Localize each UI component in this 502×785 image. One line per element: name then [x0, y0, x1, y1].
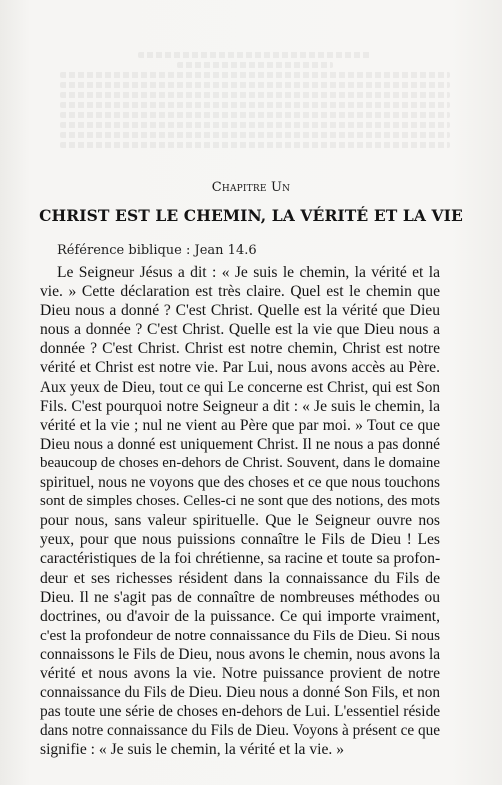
- body-line: connaissons le Fils de Dieu, nous avons le chemin, nous avons la: [40, 645, 441, 663]
- body-line: Dieu. Il ne s'agit pas de connaître de nombreuses méthodes ou: [40, 588, 440, 606]
- body-line: nous a donnée ? C'est Christ. Quelle est la vie que Dieu nous a: [40, 321, 440, 339]
- bible-reference: Référence biblique : Jean 14.6: [57, 243, 257, 258]
- body-line: signifie : « Je suis le chemin, la vérité et la vie. »: [40, 741, 344, 759]
- body-line: caractéristiques de la foi chrétienne, sa racine et toute sa profon-: [40, 550, 441, 568]
- body-line: spirituel, nous ne voyons que des choses et ce que nous touchons: [40, 474, 440, 492]
- body-line: Dieu nous a donné est uniquement Christ. Il ne nous a pas donné: [40, 435, 441, 453]
- body-line: vérité et nous avons la vie. Notre puissance provient de notre: [40, 664, 440, 682]
- body-line: yeux, pour que nous puissions connaître le Fils de Dieu ! Les: [40, 531, 440, 549]
- body-line: doctrines, ou d'avoir de la puissance. Ce qui importe vraiment,: [40, 607, 440, 625]
- body-line: deur et ses richesses résident dans la connaissance du Fils de: [40, 569, 440, 587]
- show-through-text: [60, 52, 450, 162]
- body-line: donnée ? C'est Christ. Christ est notre chemin, Christ est notre: [40, 340, 440, 358]
- body-line: Aux yeux de Dieu, tout ce qui Le concerne est Christ, qui est Son: [40, 378, 440, 396]
- body-line: c'est la profondeur de notre connaissance du Fils de Dieu. Si nous: [40, 626, 441, 644]
- body-line: beaucoup de choses en-dehors de Christ. Souvent, dans le domaine: [40, 454, 440, 471]
- body-line: Fils. C'est pourquoi notre Seigneur a dit : « Je suis le chemin, la: [40, 397, 440, 415]
- chapter-title: CHRIST EST LE CHEMIN, LA VÉRITÉ ET LA VIE: [39, 206, 463, 225]
- chapter-label: Chapitre Un: [211, 180, 291, 195]
- body-line: vie. » Cette déclaration est très claire. Quel est le chemin que: [40, 283, 440, 301]
- body-line: Dieu nous a donné ? C'est Christ. Quelle est la vérité que Dieu: [40, 302, 440, 320]
- body-line: dans notre connaissance du Fils de Dieu. Voyons à présent ce que: [40, 722, 441, 740]
- body-line: vérité et Christ est notre vie. Par Lui, nous avons accès au Père.: [40, 359, 440, 377]
- body-line: vérité et la vie ; nul ne vient au Père que par moi. » Tout ce que: [40, 416, 440, 434]
- body-line: sont de simples choses. Celles-ci ne sont que des notions, des mots: [40, 493, 440, 510]
- body-line: pas toute une série de choses en-dehors de Lui. L'essentiel réside: [40, 703, 441, 721]
- body-line: Le Seigneur Jésus a dit : « Je suis le chemin, la vérité et la: [57, 264, 440, 281]
- body-line: pour nous, sans valeur spirituelle. Que le Seigneur ouvre nos: [40, 512, 440, 530]
- body-line: connaissance du Fils de Dieu. Dieu nous a donné Son Fils, et non: [40, 684, 440, 702]
- chapter-body: [40, 263, 440, 759]
